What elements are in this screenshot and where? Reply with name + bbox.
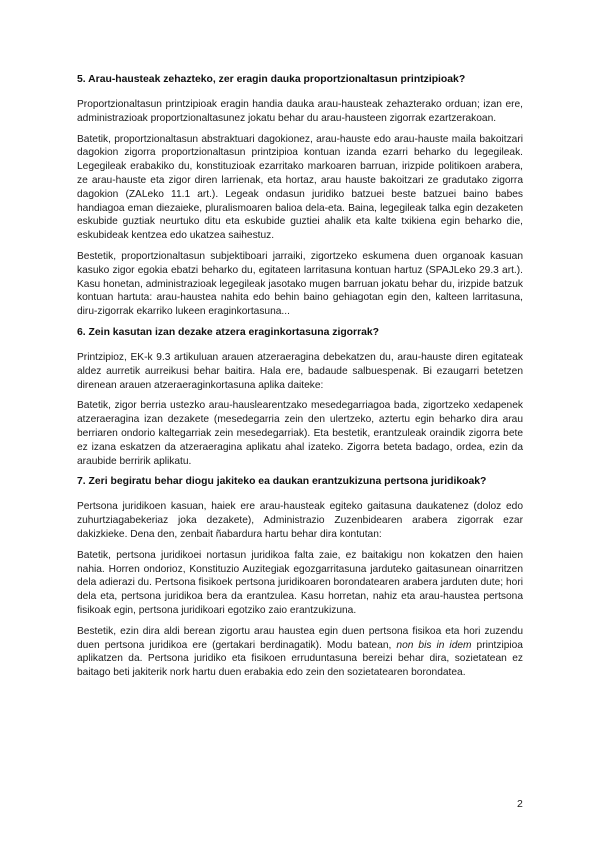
paragraph-with-emphasis	[77, 625, 523, 680]
paragraph-text: Bestetik, ezin dira aldi berean zigortu arau haustea egin duen pertsona fisikoa eta hori zuzendu duen pertsona juridikoa ere (gertakari berdinagatik). Modu batean,	[77, 625, 523, 651]
section-heading: 6. Zein kasutan izan dezake atzera eraginkortasuna zigorrak?	[77, 326, 380, 338]
paragraph-text: printzipioa aplikatzen da. Pertsona juridiko eta fisikoen erruduntasuna bereizi behar dira, sozietatean ez baitago beti jakiterik nork hartu duen erabakia edo zein den sozietatearen borondatea.	[77, 639, 523, 679]
section-7	[77, 475, 523, 680]
page-content	[77, 73, 523, 687]
paragraph: Batetik, proportzionaltasun abstraktuari dagokionez, arau-hauste edo arau-hauste maila bakoitzari dagokion zigorra proportzionaltasun printzipioa kontuan izanda ezarri beharko du legegileak. Legegileak erabakiko du, konstituzioak ezarritako markoaren barruan, irizpide politikoen arabera, ze arau-hauste eta zigor diren larrienak, eta hortaz, arau hauste bakoitzari ze gradutako zigorra dagokion (ZALeko 11.1 art.). Legeak ondasun juridiko batzuei beste batzuei baino babes handiagoa eman diezaieke, pluralismoaren balioa dela-eta. Baina, legegileak talka egin dezaketen eskubide guztiak neurtuko ditu eta eskubide guztiei ahalik eta kalte txikiena egin beharko die, eskubideak kentzea edo ukatzea saihestuz.	[77, 133, 523, 242]
paragraph: Batetik, pertsona juridikoei nortasun juridikoa falta zaie, ez baitakigu non kokatzen den haien nahia. Horren ondorioz, Konstituzio Auzitegiak egozgarritasuna jarduteko gaitasunean oinarritzen dela adierazi du. Pertsona fisikoek pertsona juridikoaren borondatearen arabera jarduten dute; hori dela eta, pertsona juridikoa bera da erantzulea. Kasu horretan, nahiz eta arau-haustea pertsona fisikoak egin, pertsona juridikoari egotziko zaio erantzukizuna.	[77, 549, 523, 616]
section-6	[77, 326, 523, 468]
page-number: 2	[517, 798, 523, 810]
paragraph: Printzipioz, EK-k 9.3 artikuluan arauen atzeraeragina debekatzen du, arau-hauste diren egitateak aldez aurretik aurreikusi behar baitira. Hala ere, badaude salbuespenak. Bi ezaugarri betetzen direnean arauen atzeraeraginkortasuna aplika daiteke:	[77, 351, 523, 391]
section-heading: 5. Arau-hausteak zehazteko, zer eragin dauka proportzionaltasun printzipioak?	[77, 74, 466, 85]
section-heading: 7. Zeri begiratu behar diogu jakiteko ea daukan erantzukizuna pertsona juridikoak?	[77, 476, 487, 488]
paragraph: Batetik, zigor berria ustezko arau-hauslearentzako mesedegarriagoa bada, zigortzeko xedapenek atzeraeragina izan dezakete (mesedegarria zein den ulertzeko, aztertu egin beharko dira arau berriaren ondorio kaltegarriak zein mesedegarriak). Eta bestetik, erantzuleak oraindik zigorra bete ez izana eskatzen da atzeraeragina aplikatu ahal izateko. Zigorra beteta badago, ordea, ezin da araubide berririk aplikatu.	[77, 400, 523, 467]
paragraph: Pertsona juridikoen kasuan, haiek ere arau-hausteak egiteko gaitasuna daukatenez (doloz edo zuhurtziagabekeriaz joka dezakete), Administrazio Zuzenbidearen arabera zigorrak ezar dakizkieke. Dena den, zenbait ñabardura hartu behar dira kontutan:	[77, 501, 523, 540]
paragraph: Proportzionaltasun printzipioak eragin handia dauka arau-hausteak zehazterako orduan; izan ere, administrazioak proportzionaltasunez jokatu behar du arau-hausteen zigorrak ezartzerakoan.	[77, 99, 523, 124]
paragraph: Bestetik, proportzionaltasun subjektiboari jarraiki, zigortzeko eskumena duen organoak kasuan kasuko zigor egokia ebatzi beharko du, egitateen larritasuna kontuan hartuz (SPAJLeko 29.3 art.). Kasu honetan, administrazioak legegileak jasotako mugen barruan jokatu behar du, irizpide batzuk kontuan hartuta: arau-haustea nahita edo behin baino gehiagotan egin den, kalteen larritasuna, diru-zigorrak ekarriko lukeen eraginkortasuna...	[77, 250, 523, 318]
section-5	[77, 73, 523, 319]
emphasis-text: non bis in idem	[396, 639, 472, 651]
